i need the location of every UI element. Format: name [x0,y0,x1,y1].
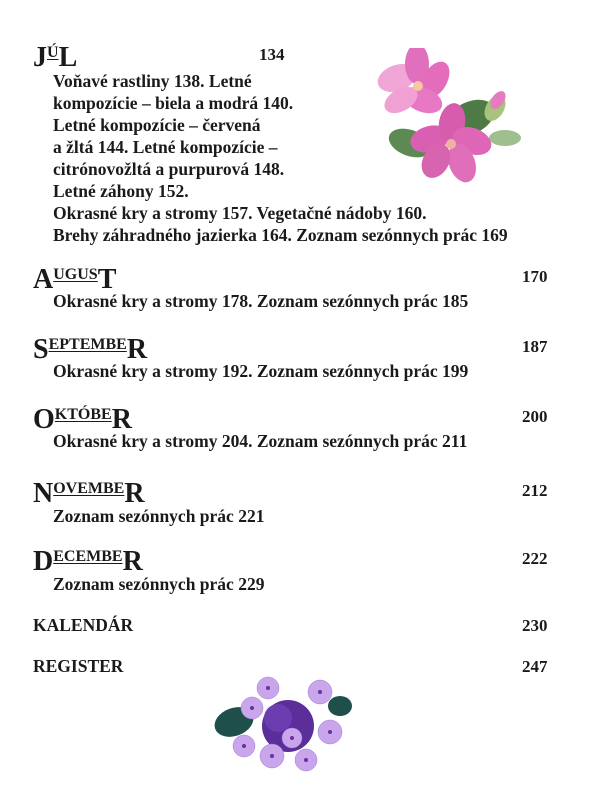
page-number-november[interactable]: 212 [522,481,548,500]
page-number-december[interactable]: 222 [522,549,548,568]
heading-initial: A [33,264,54,295]
entry-line: Okrasné kry a stromy 204. Zoznam sezónnych prác 211 [53,431,468,451]
entry-line: a žltá 144. Letné kompozície – [53,137,278,157]
heading-initial: N [33,478,54,509]
entry-line: citrónovožltá a purpurová 148. [53,159,285,179]
entry-line: Zoznam sezónnych prác 221 [53,506,265,526]
heading-middle: ECEMBE [53,548,123,565]
section-heading-register[interactable]: REGISTER [33,656,124,676]
heading-middle: UGUS [53,266,98,283]
section-heading-jul[interactable] [33,44,77,72]
entry-line: Letné kompozície – červená [53,115,261,135]
heading-initial: O [33,404,55,435]
heading-initial: J [33,42,47,73]
heading-final: R [122,546,143,577]
heading-final: R [124,478,145,509]
heading-initial: D [33,546,54,577]
entry-line: Zoznam sezónnych prác 229 [53,574,265,594]
page-number-kalendar[interactable]: 230 [522,616,548,635]
section-heading-december[interactable] [33,548,143,576]
entry-line: Okrasné kry a stromy 178. Zoznam sezónnych prác 185 [53,291,469,311]
page-number-august[interactable]: 170 [522,267,548,286]
hydrangea-flower-icon [212,674,352,774]
heading-middle: Ú [47,44,59,61]
entry-line: kompozície – biela a modrá 140. [53,93,294,113]
page-number-jul[interactable]: 134 [259,45,285,64]
heading-middle: OVEMBE [53,480,125,497]
entry-line: Okrasné kry a stromy 157. Vegetačné nádoby 160. [53,203,427,223]
page-number-register[interactable]: 247 [522,657,548,676]
heading-final: L [58,42,78,73]
entry-line: Letné záhony 152. [53,181,189,201]
heading-final: R [111,404,132,435]
entry-line: Voňavé rastliny 138. Letné [53,71,252,91]
heading-initial: S [33,334,49,365]
heading-final: R [126,334,148,365]
page-number-oktober[interactable]: 200 [522,407,548,426]
mallow-flower-icon [370,48,530,188]
heading-final: T [97,264,117,295]
heading-middle: EPTEMBE [48,336,127,353]
page-number-september[interactable]: 187 [522,337,548,356]
heading-middle: KTÓBE [54,406,112,423]
section-heading-kalendar[interactable]: KALENDÁR [33,615,134,635]
entry-line: Brehy záhradného jazierka 164. Zoznam sezónnych prác 169 [53,225,508,245]
entry-line: Okrasné kry a stromy 192. Zoznam sezónnych prác 199 [53,361,469,381]
section-heading-november[interactable] [33,480,145,508]
